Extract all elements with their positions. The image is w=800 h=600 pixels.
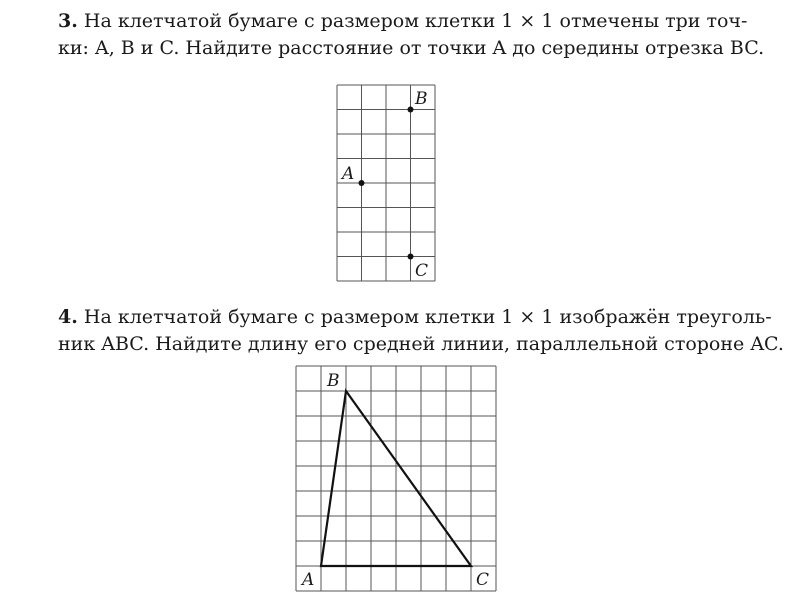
vertex-c-label: C (476, 570, 490, 590)
point-c-label: C (415, 261, 429, 281)
problem-4-line-1: На клетчатой бумаге с размером клетки 1 × 1 изображён треуголь- (83, 306, 772, 328)
problem-4-line-2: ник ABC. Найдите длину его средней линии, параллельной стороне AC. (58, 333, 784, 355)
vertex-b-label: B (327, 371, 340, 391)
vertex-a-label: A (302, 570, 315, 590)
problem-3-number: 3. (58, 10, 78, 32)
problem-3-line-2: ки: A, B и C. Найдите расстояние от точки A до середины отрезка BC. (58, 37, 765, 59)
problem-4-number: 4. (58, 306, 78, 328)
point-a-label: A (342, 164, 355, 184)
point-b-label: B (415, 89, 428, 109)
problem-3-line-1: На клетчатой бумаге с размером клетки 1 × 1 отмечены три точ- (83, 10, 748, 32)
